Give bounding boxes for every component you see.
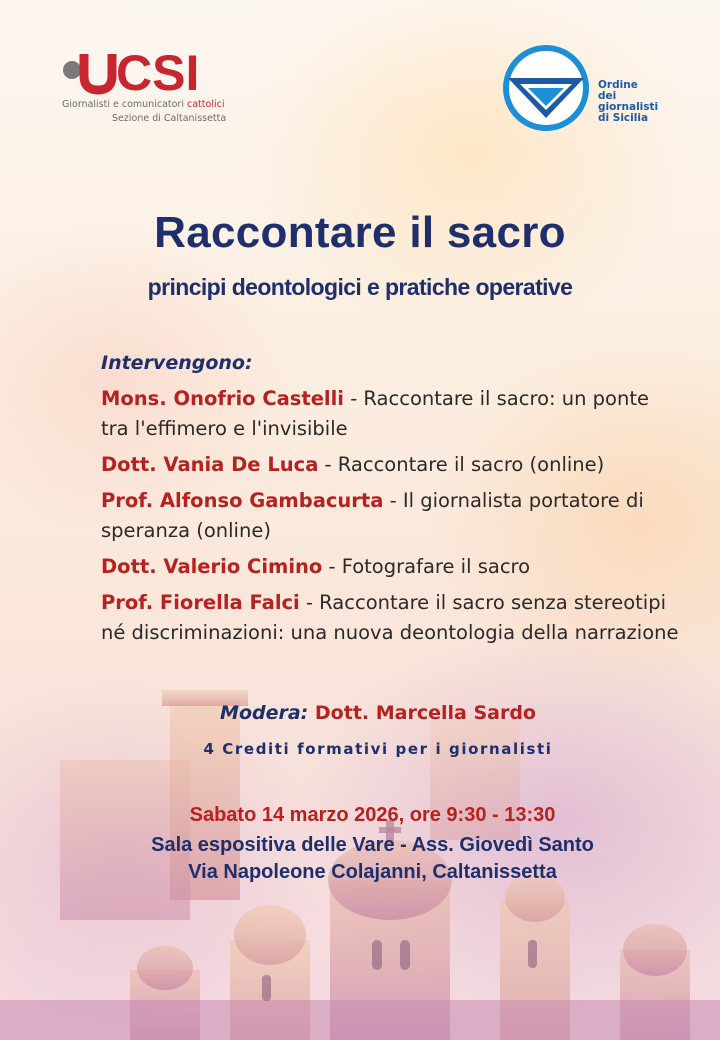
speaker-topic: - Raccontare il sacro (online) — [318, 453, 605, 476]
event-venue: Sala espositiva delle Vare - Ass. Giovedì Santo — [151, 834, 594, 856]
speaker-name: Prof. Alfonso Gambacurta — [101, 489, 384, 512]
credits-note: 4 Crediti formativi per i giornalisti — [203, 740, 553, 758]
speaker-item — [101, 384, 681, 444]
speaker-name: Mons. Onofrio Castelli — [101, 387, 344, 410]
svg-text:CSI: CSI — [116, 45, 200, 96]
speaker-topic: - Raccontare il sacro senza stereotipi né discriminazioni: una nuova deontologia della narrazione — [101, 591, 679, 644]
speaker-item — [101, 450, 681, 480]
ucsi-tagline: Giornalisti e comunicatori cattolici — [62, 99, 225, 110]
ordine-logo-text: Ordine dei giornalisti di Sicilia — [598, 79, 659, 124]
ucsi-logo — [60, 40, 240, 130]
event-subtitle: principi deontologici e pratiche operative — [147, 274, 573, 300]
speaker-topic: - Raccontare il sacro: un ponte tra l'effimero e l'invisibile — [101, 387, 649, 440]
speaker-name: Dott. Valerio Cimino — [101, 555, 323, 578]
moderator-name: Dott. Marcella Sardo — [314, 702, 536, 724]
speaker-topic: - Fotografare il sacro — [322, 555, 531, 578]
ucsi-section: Sezione di Caltanissetta — [112, 113, 227, 124]
event-title: Raccontare il sacro — [154, 208, 566, 257]
speakers-intro: Intervengono: — [101, 352, 253, 374]
speaker-item — [101, 588, 681, 648]
speaker-item — [101, 552, 681, 582]
ordine-logo-mark — [498, 44, 596, 134]
speaker-name: Prof. Fiorella Falci — [101, 591, 300, 614]
ordine-giornalisti-logo — [498, 44, 678, 140]
speakers-list — [101, 348, 681, 654]
moderator-label: Modera: — [220, 702, 309, 724]
event-date: Sabato 14 marzo 2026, ore 9:30 - 13:30 — [189, 804, 556, 826]
speaker-name: Dott. Vania De Luca — [101, 453, 319, 476]
speaker-item — [101, 486, 681, 546]
speaker-topic: - Il giornalista portatore di speranza (online) — [101, 489, 644, 542]
event-address: Via Napoleone Colajanni, Caltanissetta — [188, 861, 557, 883]
ucsi-logo-mark — [60, 40, 220, 96]
moderator-line — [0, 702, 720, 724]
